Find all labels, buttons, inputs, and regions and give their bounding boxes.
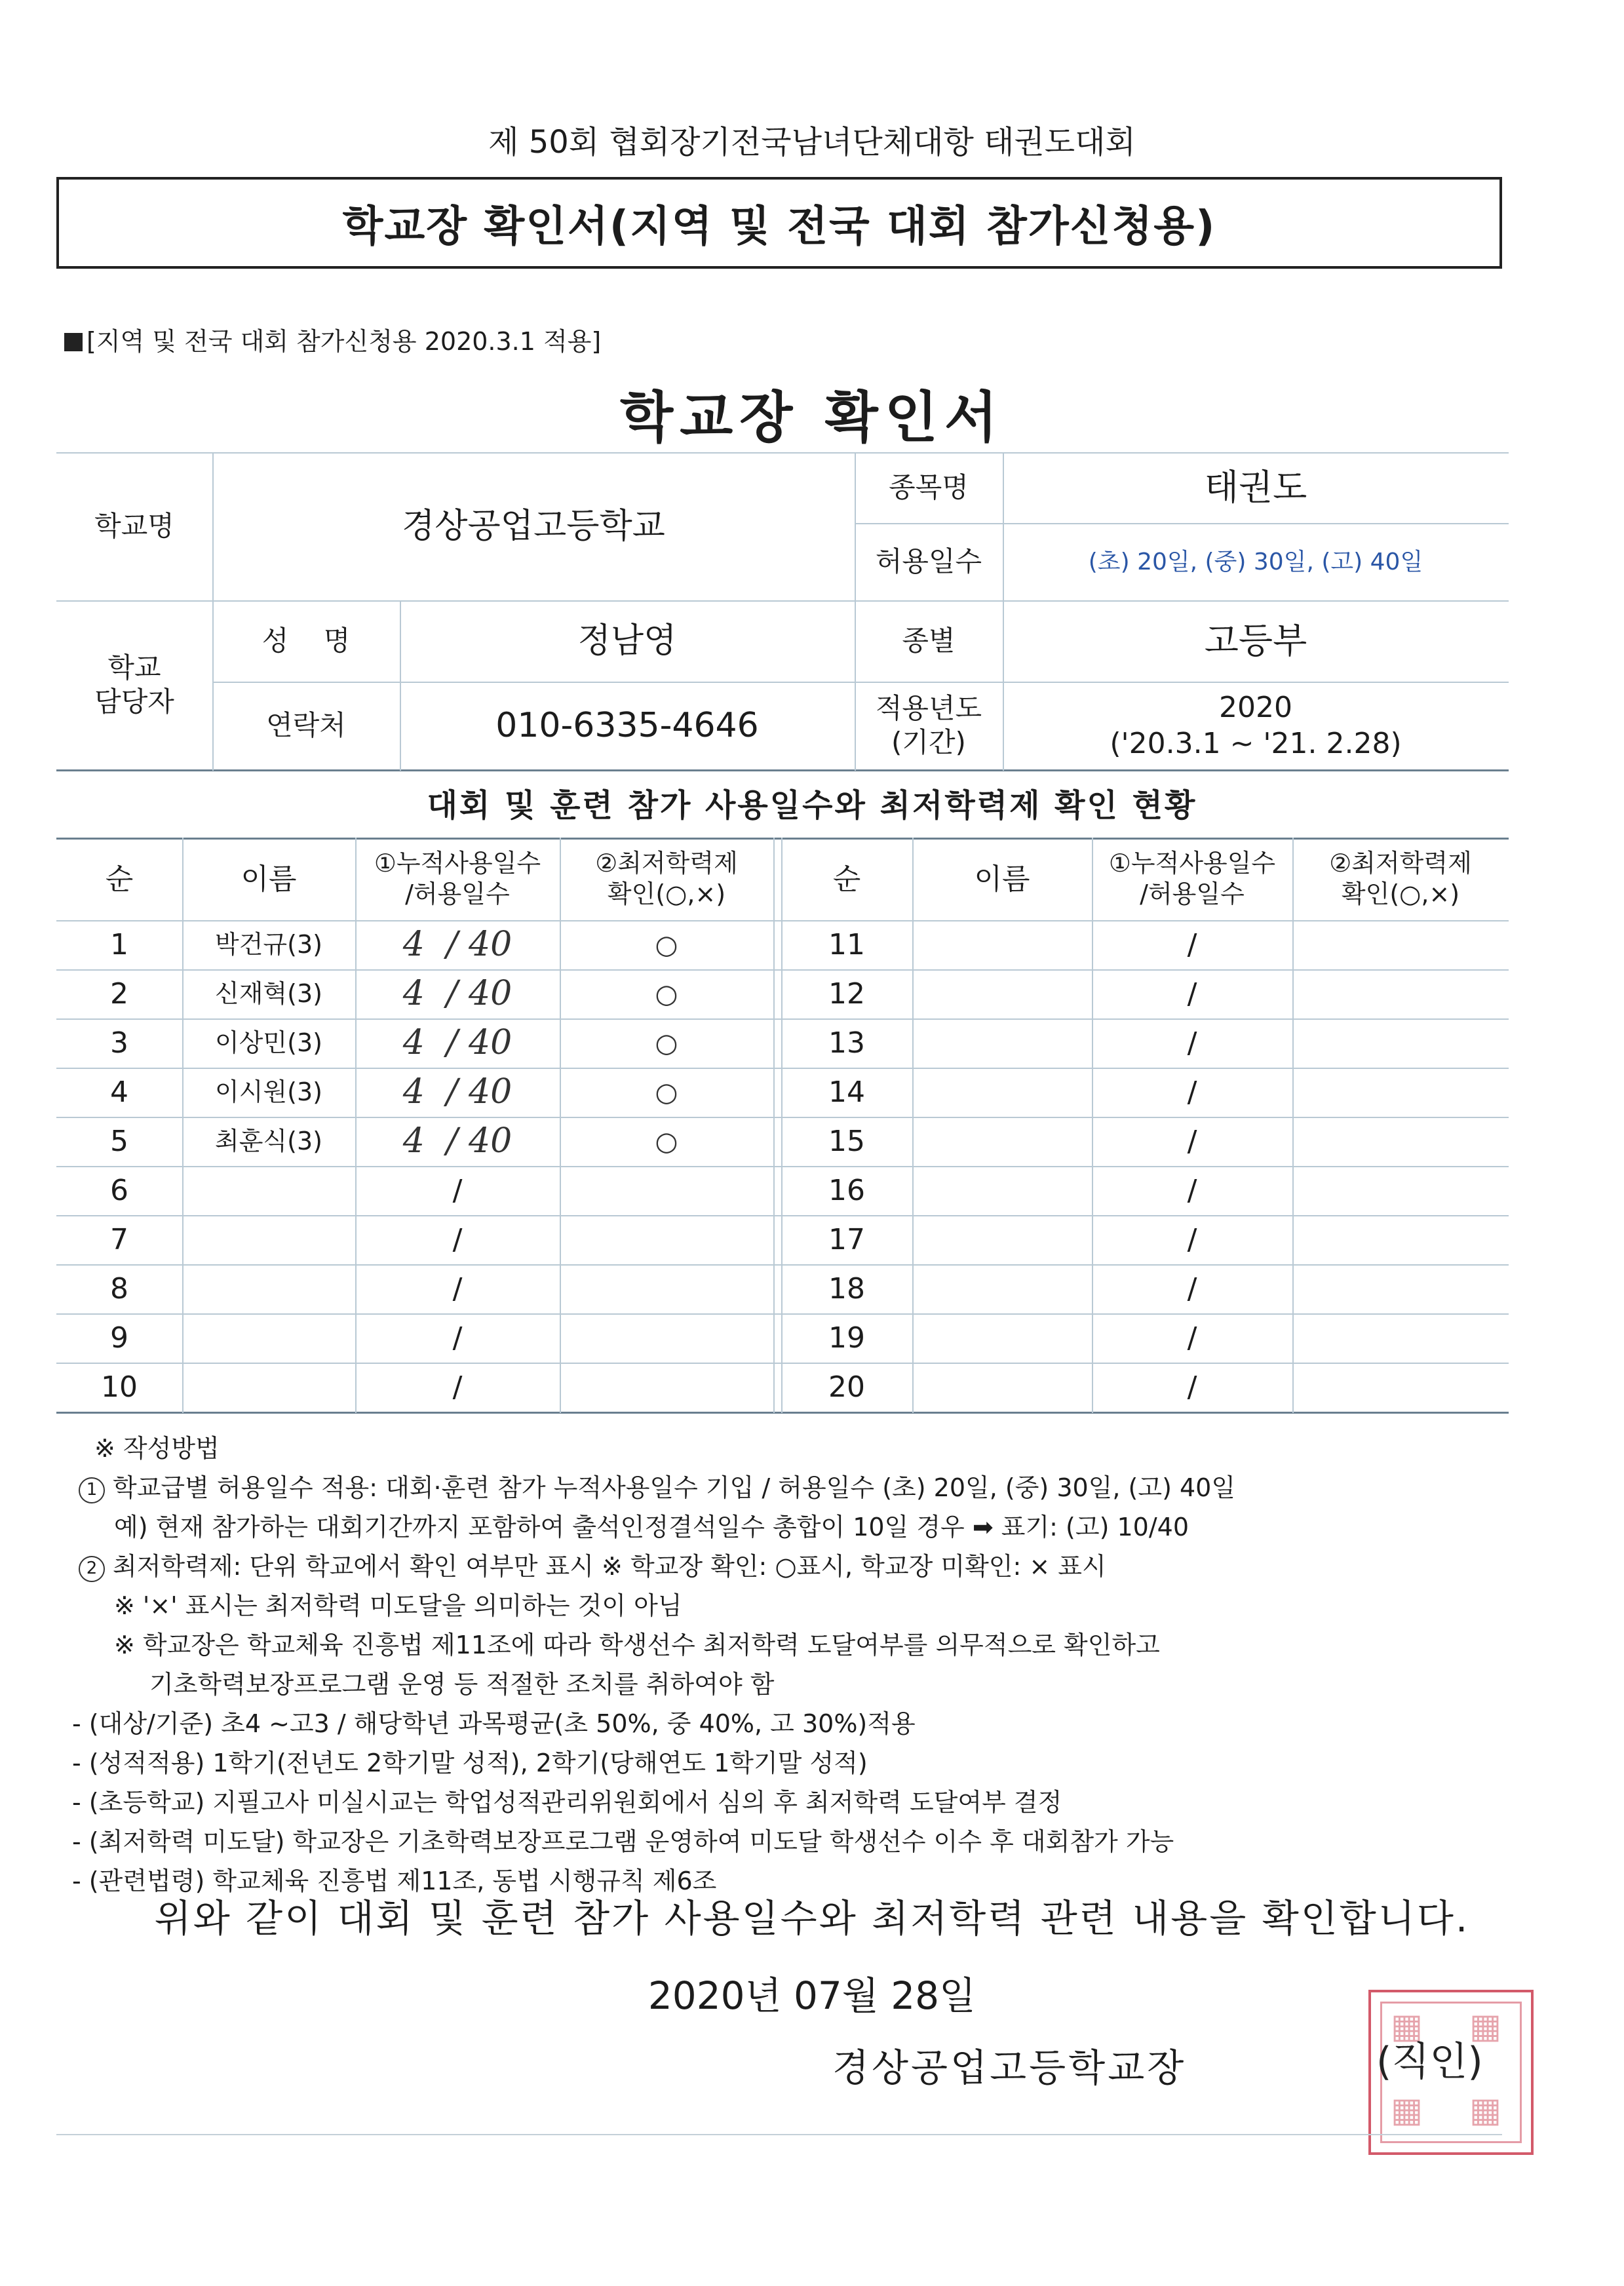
participants-table <box>56 838 1509 1416</box>
instruction-2-note: 기초학력보장프로그램 운영 등 적절한 조치를 취하여야 함 <box>149 1670 775 1699</box>
row-name <box>182 1215 355 1264</box>
form-title-box <box>56 177 1502 269</box>
document-title: 학교장 확인서 <box>619 385 1005 450</box>
applied-year-value-line2: ('20.3.1 ~ '21. 2.28) <box>1110 727 1402 760</box>
days-slash: / <box>446 925 458 964</box>
row-no: 7 <box>110 1223 128 1256</box>
row-check <box>560 1264 773 1313</box>
days-slash: / <box>446 1023 458 1062</box>
school-name-label: 학교명 <box>94 509 174 542</box>
row-check <box>1292 1117 1509 1166</box>
row-name <box>912 1018 1092 1068</box>
seal-mark: ▦ <box>1469 2091 1502 2130</box>
row-name <box>912 1215 1092 1264</box>
row-check: ○ <box>655 929 678 960</box>
row-name <box>182 1264 355 1313</box>
row-no: 11 <box>828 928 865 961</box>
confirmation-statement: 위와 같이 대회 및 훈련 참가 사용일수와 최저학력 관련 내용을 확인합니다. <box>154 1896 1470 1941</box>
row-name: 이상민(3) <box>215 1028 322 1057</box>
used-days: 4 <box>402 1072 425 1112</box>
school-info-table <box>56 452 1509 771</box>
applied-year-value <box>1003 682 1509 769</box>
instruction-1-example: 예) 현재 참가하는 대회기간까지 포함하여 출석인정결석일수 총합이 10일 경우 ➡ 표기: (고) 10/40 <box>114 1513 1189 1541</box>
header-name-left: 이름 <box>241 862 297 896</box>
instruction-detail: - (대상/기준) 초4 ~고3 / 해당학년 과목평균(초 50%, 중 40%, 고 30%)적용 <box>72 1709 916 1738</box>
row-days: / <box>452 1321 463 1355</box>
instructions <box>72 1429 1507 1901</box>
row-days <box>355 1018 560 1068</box>
header-grade-line1: ②최저학력제 <box>1329 848 1472 878</box>
section-title: 대회 및 훈련 참가 사용일수와 최저학력제 확인 현황 <box>427 787 1197 824</box>
contact-label: 연락처 <box>266 708 346 741</box>
instruction-2-note: ※ 학교장은 학교체육 진흥법 제11조에 따라 학생선수 최저학력 도달여부를 의무적으로 확인하고 <box>114 1631 1160 1659</box>
header-grade-left <box>560 838 773 920</box>
row-days: / <box>1187 1370 1197 1404</box>
square-bullet-icon <box>64 333 83 351</box>
instructions-heading: ※ 작성방법 <box>94 1434 220 1463</box>
row-name <box>912 1068 1092 1117</box>
row-name <box>912 1313 1092 1363</box>
row-no: 17 <box>828 1223 865 1256</box>
row-check: ○ <box>655 1126 678 1157</box>
instruction-detail: - (성적적용) 1학기(전년도 2학기말 성적), 2학기(당해연도 1학기말 성적) <box>72 1749 868 1777</box>
row-check <box>560 1166 773 1215</box>
allowed-days: 40 <box>469 1121 512 1161</box>
number-circle-icon: 2 <box>79 1556 105 1582</box>
manager-label-line2: 담당자 <box>94 686 174 718</box>
row-days: / <box>452 1272 463 1306</box>
row-name: 이시원(3) <box>215 1077 322 1106</box>
row-days: / <box>452 1174 463 1207</box>
contact-value: 010-6335-4646 <box>495 705 759 745</box>
row-name <box>912 1363 1092 1412</box>
allowed-days-label: 허용일수 <box>875 545 982 577</box>
principal-signature: 경상공업고등학교장 <box>832 2045 1187 2090</box>
row-no: 18 <box>828 1272 865 1306</box>
header-grade-right <box>1292 838 1509 920</box>
row-name <box>182 1363 355 1412</box>
division-label: 종별 <box>902 624 956 657</box>
row-name: 박건규(3) <box>215 929 322 959</box>
allowed-days: 40 <box>469 1023 512 1062</box>
row-name <box>912 969 1092 1018</box>
seal-mark: ▦ <box>1391 2007 1423 2046</box>
days-slash: / <box>446 1072 458 1112</box>
row-days: / <box>452 1370 463 1404</box>
row-no: 2 <box>110 977 128 1011</box>
used-days: 4 <box>402 974 425 1013</box>
applied-year-label <box>855 682 1003 769</box>
row-check: ○ <box>655 978 678 1009</box>
issue-date: 2020년 07월 28일 <box>648 1973 976 2018</box>
manager-label <box>56 600 212 769</box>
header-days-left <box>355 838 560 920</box>
header-grade-line2: 확인(○,×) <box>1341 880 1460 908</box>
row-name <box>182 1313 355 1363</box>
row-no: 15 <box>828 1125 865 1158</box>
instruction-2-note: ※ '×' 표시는 최저학력 미도달을 의미하는 것이 아님 <box>114 1591 682 1620</box>
row-check <box>1292 1215 1509 1264</box>
seal-mark: ▦ <box>1391 2091 1423 2130</box>
header-days-line2: /허용일수 <box>405 880 510 908</box>
row-no: 12 <box>828 977 865 1011</box>
event-title: 제 50회 협회장기전국남녀단체대항 태권도대회 <box>488 124 1136 161</box>
header-days-line2: /허용일수 <box>1140 880 1245 908</box>
instruction-detail: - (최저학력 미도달) 학교장은 기초학력보장프로그램 운영하여 미도달 학생선수 이수 후 대회참가 가능 <box>72 1827 1174 1856</box>
used-days: 4 <box>402 1023 425 1062</box>
instruction-2 <box>79 1547 1507 1586</box>
division-value: 고등부 <box>1204 620 1307 662</box>
row-days: / <box>1187 1223 1197 1256</box>
instruction-1 <box>79 1468 1507 1507</box>
row-days: / <box>1187 928 1197 961</box>
allowed-days: 40 <box>469 1072 512 1112</box>
manager-label-line1: 학교 <box>107 651 161 684</box>
row-check <box>560 1313 773 1363</box>
form-note-text: [지역 및 전국 대회 참가신청용 2020.3.1 적용] <box>87 327 602 356</box>
row-check <box>560 1215 773 1264</box>
header-grade-line2: 확인(○,×) <box>607 880 726 908</box>
header-days-line1: ①누적사용일수 <box>374 848 541 878</box>
row-check <box>1292 1166 1509 1215</box>
row-days <box>355 1117 560 1166</box>
row-check <box>1292 1018 1509 1068</box>
row-name <box>182 1166 355 1215</box>
days-slash: / <box>446 974 458 1013</box>
row-days <box>355 920 560 969</box>
row-days: / <box>1187 1321 1197 1355</box>
days-slash: / <box>446 1121 458 1161</box>
manager-name-value: 정남영 <box>577 621 677 661</box>
row-no: 4 <box>110 1075 128 1109</box>
row-name: 신재혁(3) <box>215 978 322 1008</box>
event-value: 태권도 <box>1204 467 1307 509</box>
allowed-days: 40 <box>469 974 512 1013</box>
applied-year-value-line1: 2020 <box>1219 691 1292 724</box>
row-no: 13 <box>828 1026 865 1060</box>
allowed-days: 40 <box>469 925 512 964</box>
row-days: / <box>1187 977 1197 1011</box>
row-name: 최훈식(3) <box>215 1126 322 1155</box>
row-check <box>1292 1363 1509 1412</box>
header-name-right: 이름 <box>974 862 1030 896</box>
applied-year-label-line1: 적용년도 <box>875 691 982 724</box>
row-days: / <box>1187 1272 1197 1306</box>
row-no: 14 <box>828 1075 865 1109</box>
row-check <box>1292 1068 1509 1117</box>
used-days: 4 <box>402 1121 425 1161</box>
header-no-left: 순 <box>105 862 134 896</box>
row-name <box>912 920 1092 969</box>
event-label: 종목명 <box>889 471 969 503</box>
row-name <box>912 1166 1092 1215</box>
row-no: 5 <box>110 1125 128 1158</box>
row-check: ○ <box>655 1028 678 1058</box>
row-check <box>1292 920 1509 969</box>
row-days: / <box>1187 1125 1197 1158</box>
row-days: / <box>452 1223 463 1256</box>
row-no: 10 <box>101 1370 138 1404</box>
row-no: 16 <box>828 1174 865 1207</box>
manager-name-label: 성 명 <box>261 624 351 657</box>
row-no: 9 <box>110 1321 128 1355</box>
header-grade-line1: ②최저학력제 <box>595 848 738 878</box>
row-check <box>560 1363 773 1412</box>
row-check <box>1292 969 1509 1018</box>
row-days <box>355 1068 560 1117</box>
row-days: / <box>1187 1026 1197 1060</box>
row-days: / <box>1187 1174 1197 1207</box>
row-no: 3 <box>110 1026 128 1060</box>
row-check: ○ <box>655 1077 678 1108</box>
allowed-days-value: (초) 20일, (중) 30일, (고) 40일 <box>1088 548 1423 575</box>
row-check <box>1292 1313 1509 1363</box>
header-days-right <box>1092 838 1292 920</box>
seal-mark: ▦ <box>1469 2007 1502 2046</box>
header-days-line1: ①누적사용일수 <box>1108 848 1276 878</box>
row-days <box>355 969 560 1018</box>
row-no: 6 <box>110 1174 128 1207</box>
row-name <box>912 1117 1092 1166</box>
instruction-detail: - (관련법령) 학교체육 진흥법 제11조, 동법 시행규칙 제6조 <box>72 1867 717 1895</box>
instruction-2-text: 최저학력제: 단위 학교에서 확인 여부만 표시 ※ 학교장 확인: ○표시, 학교장 미확인: × 표시 <box>113 1552 1106 1581</box>
instruction-1-text: 학교급별 허용일수 적용: 대회·훈련 참가 누적사용일수 기입 / 허용일수 (초) 20일, (중) 30일, (고) 40일 <box>113 1473 1236 1502</box>
instruction-detail: - (초등학교) 지필고사 미실시교는 학업성적관리위원회에서 심의 후 최저학력 도달여부 결정 <box>72 1788 1062 1817</box>
row-no: 8 <box>110 1272 128 1306</box>
row-no: 19 <box>828 1321 865 1355</box>
school-name-value: 경상공업고등학교 <box>402 506 665 546</box>
seal-label: (직인) <box>1376 2039 1483 2085</box>
row-no: 1 <box>110 928 128 961</box>
form-title: 학교장 확인서(지역 및 전국 대회 참가신청용) <box>342 203 1216 251</box>
used-days: 4 <box>402 925 425 964</box>
applied-year-label-line2: (기간) <box>891 726 966 758</box>
form-note <box>64 321 601 357</box>
row-no: 20 <box>828 1370 865 1404</box>
number-circle-icon: 1 <box>79 1477 105 1503</box>
row-name <box>912 1264 1092 1313</box>
header-no-right: 순 <box>832 862 861 896</box>
row-days: / <box>1187 1075 1197 1109</box>
row-check <box>1292 1264 1509 1313</box>
bottom-divider <box>56 2134 1502 2135</box>
